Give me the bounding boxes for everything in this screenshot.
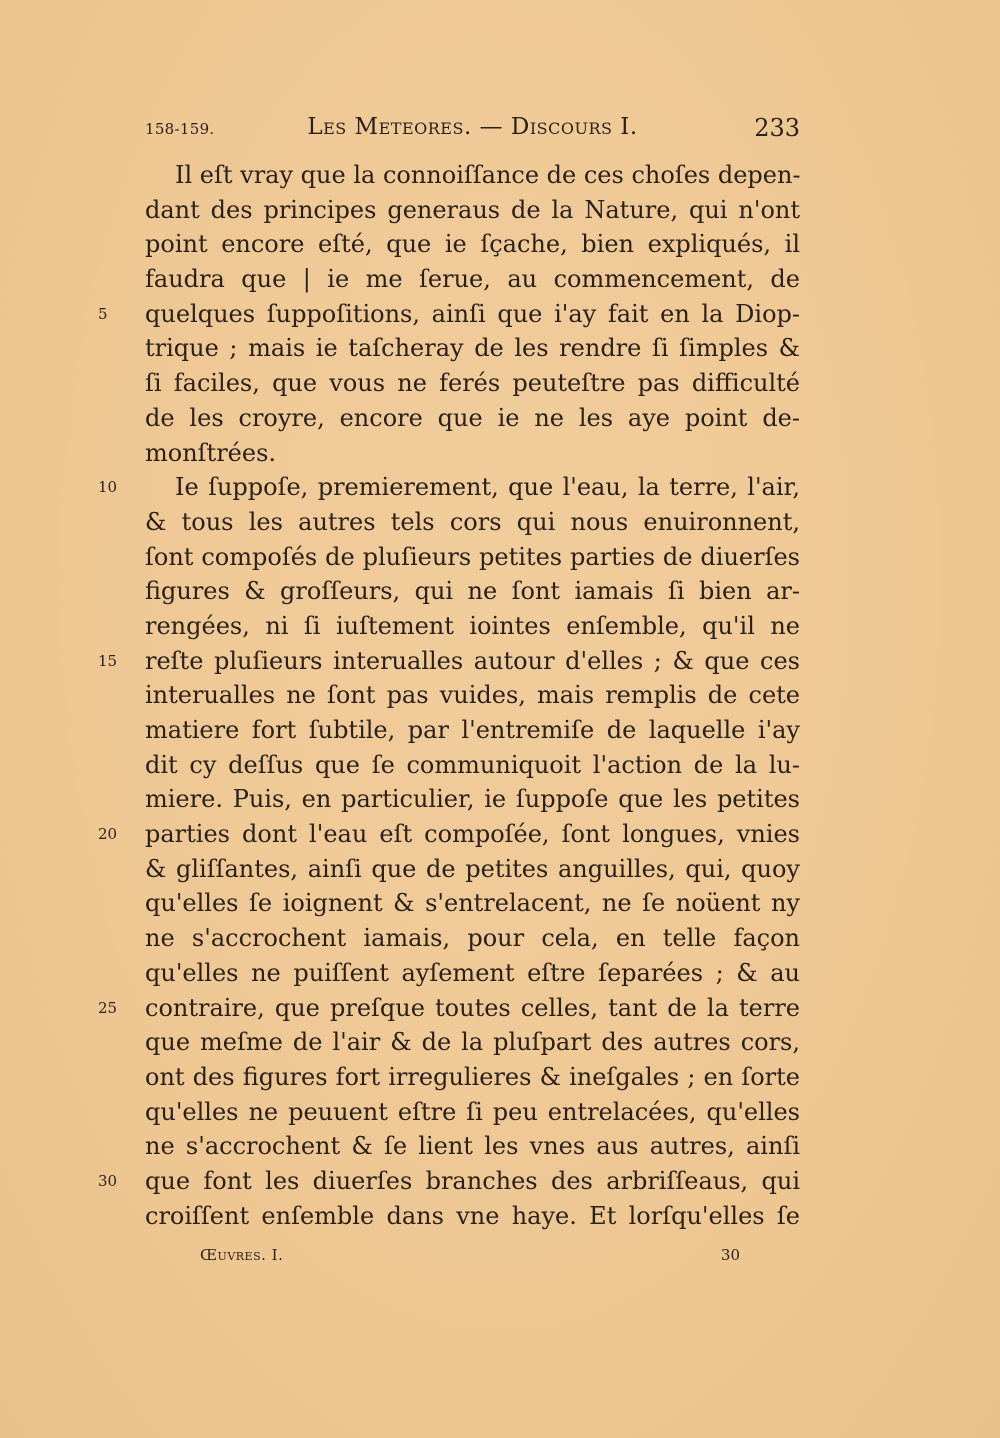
line-text: ont des figures fort irregulieres & ineſgales ; en ſorte (145, 1062, 800, 1091)
line-text: dit cy deſſus que ſe communiquoit l'action de la lu- (145, 750, 800, 779)
line-text: quelques ſuppoſitions, ainſi que i'ay fait en la Diop- (145, 299, 800, 328)
text-line (145, 1129, 800, 1164)
line-text: point encore eſté, que ie ſçache, bien expliqués, il (145, 230, 800, 259)
line-number: 15 (98, 651, 118, 670)
text-line (145, 1095, 800, 1130)
text-line (145, 331, 800, 366)
text-line (145, 540, 800, 575)
line-text: & gliſſantes, ainſi que de petites anguilles, qui, quoy (145, 854, 800, 883)
line-number: 25 (98, 998, 118, 1017)
line-text: Ie ſuppoſe, premierement, que l'eau, la terre, l'air, (175, 473, 800, 502)
text-line (145, 1060, 800, 1095)
line-text: qu'elles ne puiſſent ayſement eſtre ſeparées ; & au (145, 958, 800, 987)
text-line (145, 262, 800, 297)
text-line (145, 1199, 800, 1234)
page-footer (200, 1246, 740, 1270)
text-line (145, 713, 800, 748)
text-line (145, 956, 800, 991)
line-text: interualles ne ſont pas vuides, mais remplis de cete (145, 681, 800, 710)
text-line (145, 609, 800, 644)
line-text: que font les diuerſes branches des arbriſſeaus, qui (145, 1166, 800, 1195)
text-line (145, 193, 800, 228)
text-line (98, 644, 800, 679)
line-text: & tous les autres tels cors qui nous enuironnent, (145, 507, 800, 536)
running-header (145, 114, 800, 146)
line-text: Il eſt vray que la connoiſſance de ces choſes depen- (175, 161, 801, 189)
page-range: 158-159. (145, 120, 215, 138)
text-line (145, 852, 800, 887)
text-line (145, 782, 800, 817)
signature-number: 30 (720, 1246, 740, 1264)
line-text: miere. Puis, en particulier, ie ſuppoſe que les petites (145, 785, 800, 814)
text-line (145, 678, 800, 713)
signature-mark: Œuvres. I. (200, 1246, 284, 1264)
text-line (145, 436, 800, 471)
body-text (98, 158, 801, 1233)
line-text: ſi faciles, que vous ne ferés peuteſtre pas difficulté (145, 369, 800, 398)
text-line (145, 921, 800, 956)
line-text: ſont compoſés de pluſieurs petites parties de diuerſes (145, 542, 800, 571)
line-text: croiſſent enſemble dans vne haye. Et lorſqu'elles ſe (145, 1201, 800, 1230)
line-text: de les croyre, encore que ie ne les aye point de- (145, 403, 800, 432)
line-text: contraire, que preſque toutes celles, tant de la terre (145, 993, 800, 1022)
text-line (145, 886, 800, 921)
line-number: 30 (98, 1171, 118, 1190)
running-title: Les Meteores. — Discours I. (307, 114, 638, 140)
text-line (98, 991, 800, 1026)
line-number: 10 (98, 478, 118, 497)
line-text: monſtrées. (145, 438, 277, 467)
text-line (145, 505, 800, 540)
text-line (98, 817, 800, 852)
line-text: que meſme de l'air & de la pluſpart des autres cors, (145, 1028, 800, 1057)
text-line (145, 574, 800, 609)
text-line (98, 297, 800, 332)
line-text: ne s'accrochent iamais, pour cela, en telle façon (145, 924, 800, 953)
line-text: trique ; mais ie taſcheray de les rendre ſi ſimples & (145, 334, 800, 363)
line-number: 5 (98, 304, 108, 323)
text-line (145, 401, 800, 436)
text-line (145, 748, 800, 783)
line-text: ne s'accrochent & ſe lient les vnes aus autres, ainſi (145, 1132, 800, 1161)
line-text: figures & groſſeurs, qui ne ſont iamais ſi bien ar- (145, 577, 800, 606)
text-line (145, 1025, 800, 1060)
text-line (145, 227, 800, 262)
line-text: parties dont l'eau eſt compoſée, ſont longues, vnies (145, 820, 800, 849)
line-text: qu'elles ne peuuent eſtre ſi peu entrelacées, qu'elles (145, 1097, 800, 1126)
text-line (98, 1164, 800, 1199)
text-line (145, 158, 800, 193)
line-text: rengées, ni ſi iuſtement iointes enſemble, qu'il ne (145, 611, 800, 640)
line-text: reſte pluſieurs interualles autour d'elles ; & que ces (145, 646, 800, 675)
page-number: 233 (754, 114, 800, 142)
line-text: dant des principes generaus de la Nature, qui n'ont (145, 195, 800, 224)
text-line (145, 366, 800, 401)
line-number: 20 (98, 825, 118, 844)
text-line (98, 470, 800, 505)
line-text: faudra que | ie me ſerue, au commencement, de (145, 265, 800, 294)
line-text: matiere fort ſubtile, par l'entremiſe de laquelle i'ay (145, 716, 800, 744)
line-text: qu'elles ſe ioignent & s'entrelacent, ne ſe noüent ny (145, 889, 800, 918)
